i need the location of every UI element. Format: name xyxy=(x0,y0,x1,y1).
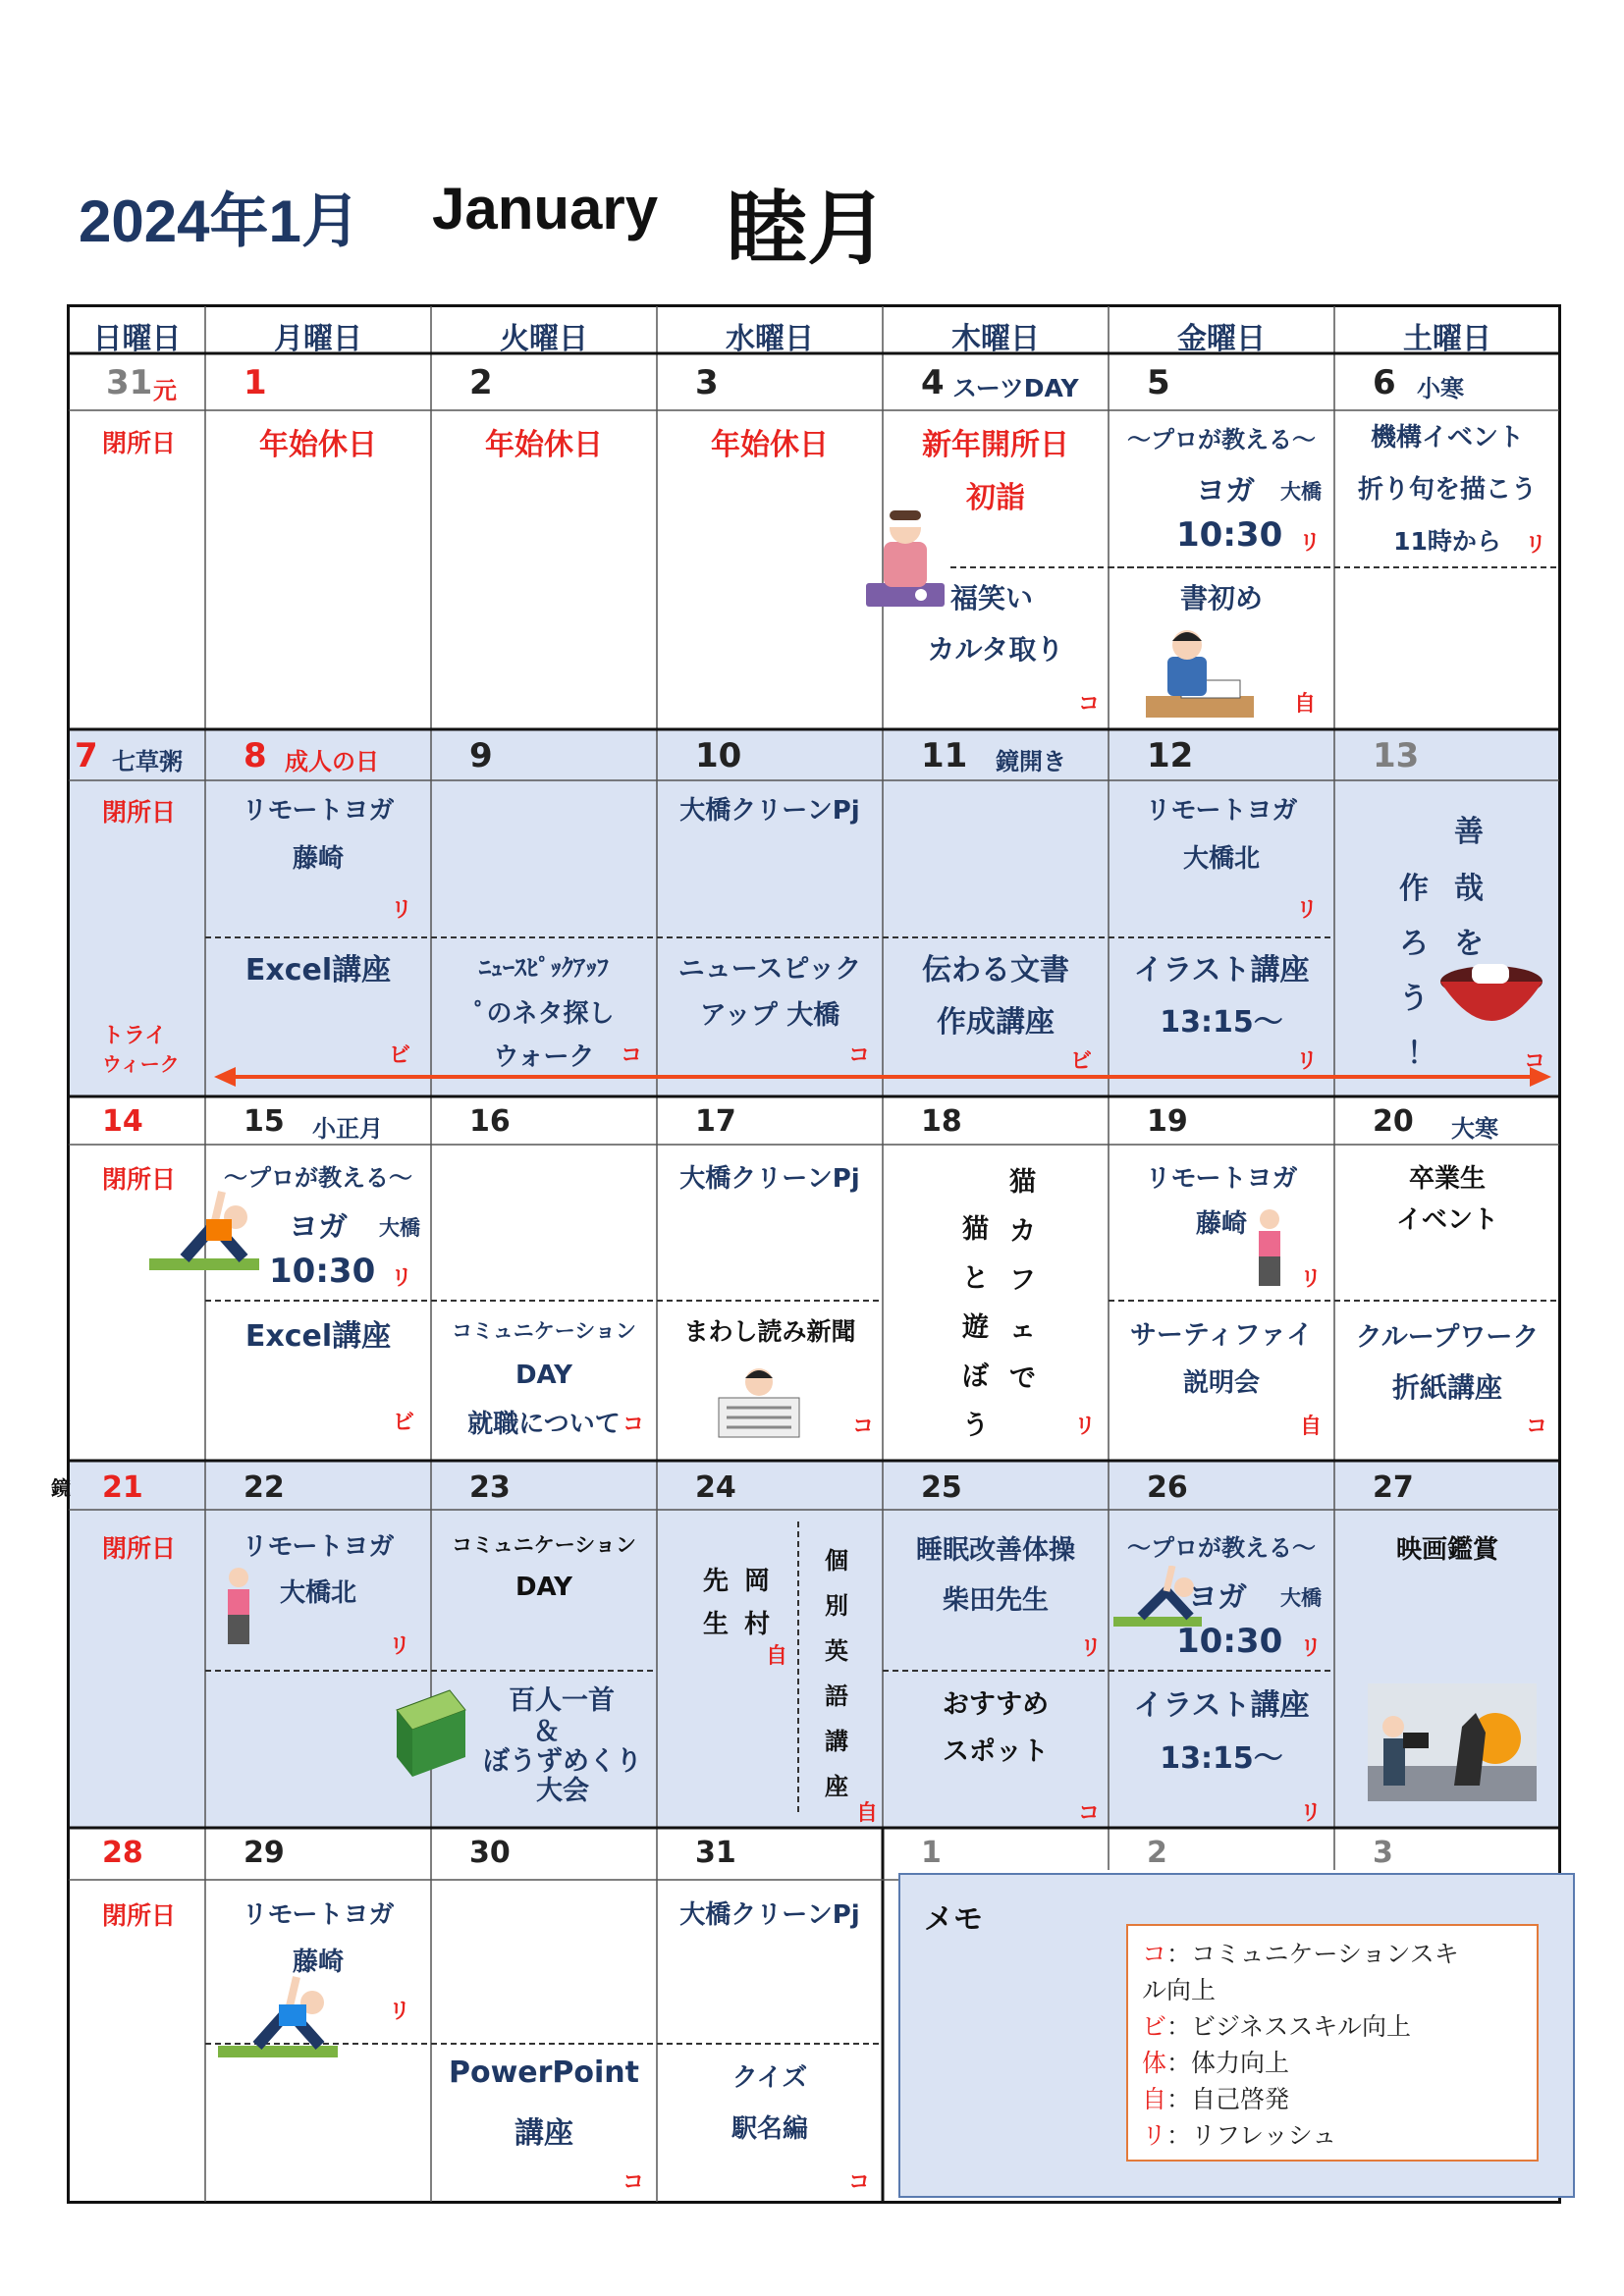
event-w3-mon-2b: 大橋 xyxy=(379,1216,420,1240)
cat-w5-mon: リ xyxy=(389,2000,411,2024)
event-w4-thu-1: 睡眠改善体操 xyxy=(916,1535,1075,1566)
event-w3-sun: 閉所日 xyxy=(102,1165,177,1194)
cat-w3-mon-2: ビ xyxy=(393,1411,415,1435)
yoga-stand-icon xyxy=(1245,1207,1294,1296)
calligraphy-boy-icon xyxy=(1142,623,1258,721)
event-w4-thu-3: おすすめ xyxy=(942,1689,1050,1720)
title-japanese-month: 睦月 xyxy=(727,183,889,276)
weekday-mon: 月曜日 xyxy=(274,322,362,356)
event-w1-sat-3: 11時から xyxy=(1393,527,1501,556)
event-w3-mon-2: ヨガ xyxy=(289,1210,348,1245)
event-w4-fri-4: イラスト講座 xyxy=(1133,1688,1310,1723)
event-w4-wed-col3-2: 英 xyxy=(825,1637,848,1665)
event-w4-tue-4: ＆ xyxy=(533,1717,560,1747)
event-w5-wed-1: 大橋クリーンPj xyxy=(679,1900,860,1930)
margin-mark: 鏡 xyxy=(51,1476,71,1500)
date-w3-wed: 17 xyxy=(695,1104,736,1139)
date-w3-tue: 16 xyxy=(469,1104,511,1139)
event-w5-tue-2: 講座 xyxy=(514,2116,573,2151)
event-w3-tue-3: 就職について xyxy=(467,1410,621,1439)
weekday-fri: 金曜日 xyxy=(1177,322,1266,356)
weekday-wed: 水曜日 xyxy=(726,322,814,356)
date-w3-sat: 20 xyxy=(1373,1104,1414,1139)
newspaper-reader-icon xyxy=(715,1364,803,1441)
cat-w2-mon-1: リ xyxy=(391,898,413,923)
event-w1-fri-2b: 大橋 xyxy=(1280,480,1322,504)
event-w5-mon-2: 藤崎 xyxy=(292,1948,344,1977)
event-w1-fri-4: 書初め xyxy=(1179,582,1263,614)
event-w4-tue-6: 大会 xyxy=(536,1776,589,1806)
event-w3-fri-4: 説明会 xyxy=(1182,1368,1260,1398)
event-w1-fri-3: 10:30 xyxy=(1176,515,1283,555)
date-w1-thu: 4 xyxy=(921,363,945,402)
date-w3-mon: 15 xyxy=(244,1104,285,1139)
weekday-sun: 日曜日 xyxy=(92,322,182,356)
event-w5-mon-1: リモートヨガ xyxy=(242,1900,395,1930)
event-w2-tue-1: ﾆｭｰｽﾋﾟｯｸｱｯﾌ xyxy=(479,954,609,982)
event-w1-thu-1: 新年開所日 xyxy=(922,428,1069,462)
event-w1-fri-2: ヨガ xyxy=(1196,474,1255,508)
cat-w4-wed-1: 自 xyxy=(766,1644,788,1669)
legend-row: リ：リフレッシュ xyxy=(1142,2121,1337,2150)
date-w2-wed: 10 xyxy=(695,736,742,775)
cat-w3-tue: コ xyxy=(623,1413,645,1437)
event-w2-wed-2: ニュースピック xyxy=(677,954,862,985)
date-w2-tue: 9 xyxy=(469,736,493,775)
cat-w2-fri-1: リ xyxy=(1296,898,1319,923)
cat-w1-thu: コ xyxy=(1078,692,1101,717)
cat-w5-tue: コ xyxy=(623,2170,645,2195)
event-w4-wed-col1-0: 先 xyxy=(703,1567,730,1596)
date-w2-thu: 11 xyxy=(921,736,968,775)
event-w5-wed-3: 駅名編 xyxy=(731,2114,808,2144)
date-w4-sat: 27 xyxy=(1373,1470,1414,1505)
cat-w4-fri-1: リ xyxy=(1300,1636,1323,1661)
note-w2-mon: 成人の日 xyxy=(285,748,379,775)
legend-row: ビ：ビジネススキル向上 xyxy=(1142,2012,1412,2041)
event-w4-wed-col3-5: 座 xyxy=(825,1773,848,1800)
event-w2-wed-1: 大橋クリーンPj xyxy=(679,796,860,826)
event-w3-sat-2: イベント xyxy=(1395,1205,1498,1235)
cat-w3-mon-1: リ xyxy=(391,1266,413,1291)
cat-w2-sat: コ xyxy=(1524,1049,1546,1074)
event-w2-fri-1: リモートヨガ xyxy=(1145,796,1298,826)
event-w2-mon-2: 藤崎 xyxy=(292,844,344,874)
event-w4-fri-5: 13:15～ xyxy=(1160,1741,1283,1776)
karuta-box-icon xyxy=(391,1671,469,1779)
event-w4-tue-2: DAY xyxy=(514,1573,573,1602)
event-w2-sat-col1-1: ろ xyxy=(1399,927,1429,961)
event-w1-fri-1: ～プロが教える～ xyxy=(1127,426,1316,454)
date-w3-sun: 14 xyxy=(102,1104,143,1139)
event-w2-sat-col2-1: 哉 xyxy=(1454,872,1484,906)
event-w3-thu-col1-3: ぼ xyxy=(962,1362,989,1392)
event-w5-sun: 閉所日 xyxy=(102,1901,177,1930)
cat-w3-sat: コ xyxy=(1526,1415,1548,1439)
event-w3-tue-2: DAY xyxy=(514,1361,573,1390)
event-w4-fri-2: ヨガ xyxy=(1188,1580,1247,1615)
event-w1-wed: 年始休日 xyxy=(711,428,829,462)
cat-w1-sat: リ xyxy=(1525,533,1547,558)
cat-w4-thu-1: リ xyxy=(1080,1636,1103,1661)
event-w4-wed-col2-1: 村 xyxy=(744,1610,771,1639)
date-w5-thu: 1 xyxy=(921,1836,942,1870)
yoga-pose-icon-3 xyxy=(214,1973,342,2061)
date-w2-sat: 13 xyxy=(1373,736,1420,775)
note-w1-thu: スーツDAY xyxy=(952,374,1079,402)
memo-box xyxy=(898,1873,1575,2198)
cat-w5-wed: コ xyxy=(848,2170,871,2195)
event-w2-fri-4: 13:15～ xyxy=(1160,1005,1283,1040)
event-w3-thu-col1-1: と xyxy=(962,1263,989,1294)
weekday-thu: 木曜日 xyxy=(951,322,1040,356)
date-w4-mon: 22 xyxy=(244,1470,285,1505)
event-w3-mon-3: 10:30 xyxy=(269,1252,376,1291)
week2-shade xyxy=(69,729,1559,1096)
event-w5-wed-2: クイズ xyxy=(731,2063,808,2093)
event-w3-tue-1: コミュニケーション xyxy=(452,1319,636,1343)
event-w4-mon-2: 大橋北 xyxy=(279,1578,356,1608)
date-w1-wed: 3 xyxy=(695,363,719,402)
date-w5-mon: 29 xyxy=(244,1836,285,1870)
event-w1-sat-1: 機構イベント xyxy=(1370,423,1524,453)
event-w3-wed-2: まわし読み新聞 xyxy=(683,1317,856,1346)
note-w3-mon: 小正月 xyxy=(312,1115,383,1143)
event-w3-fri-3: サーティファイ xyxy=(1129,1320,1314,1351)
event-w4-thu-2: 柴田先生 xyxy=(943,1585,1049,1616)
event-w4-wed-col1-1: 生 xyxy=(703,1610,730,1639)
cat-w2-wed: コ xyxy=(848,1043,871,1068)
cat-w3-wed: コ xyxy=(852,1415,875,1439)
cat-w3-fri-1: リ xyxy=(1300,1267,1323,1292)
event-w2-sun: 閉所日 xyxy=(102,798,177,827)
date-w2-mon: 8 xyxy=(244,736,267,775)
event-w2-sun-week: ウィーク xyxy=(102,1052,180,1076)
event-w2-tue-3: ウォーク xyxy=(493,1042,595,1072)
date-w2-sun: 7 xyxy=(75,736,98,775)
legend-row: 体：体力向上 xyxy=(1142,2049,1290,2077)
week4-shade xyxy=(69,1461,1559,1828)
legend-row: ル向上 xyxy=(1142,1976,1217,2004)
event-w4-sun: 閉所日 xyxy=(102,1534,177,1563)
event-w4-wed-col2-0: 岡 xyxy=(744,1567,771,1596)
cat-w3-fri-2: 自 xyxy=(1300,1415,1323,1439)
event-w3-fri-2: 藤崎 xyxy=(1195,1209,1247,1239)
event-w2-fri-3: イラスト講座 xyxy=(1133,953,1310,988)
event-w4-wed-col3-0: 個 xyxy=(825,1547,848,1575)
event-w3-fri-1: リモートヨガ xyxy=(1145,1164,1298,1194)
cat-w2-tue: コ xyxy=(621,1043,643,1068)
event-w4-mon-1: リモートヨガ xyxy=(242,1532,395,1562)
note-w2-thu: 鏡開き xyxy=(996,748,1066,775)
date-w3-fri: 19 xyxy=(1147,1104,1188,1139)
date-w5-sun: 28 xyxy=(102,1836,143,1870)
event-w3-thu-col1-0: 猫 xyxy=(962,1214,989,1245)
event-w3-thu-col1-4: う xyxy=(962,1411,989,1441)
note-w1-sat: 小寒 xyxy=(1417,375,1464,402)
event-w4-tue-5: ぼうずめくり xyxy=(483,1746,642,1777)
note-w2-sun: 七草粥 xyxy=(112,748,183,775)
event-w2-sat-col2-0: 善 xyxy=(1454,815,1484,849)
event-w1-tue: 年始休日 xyxy=(485,428,603,462)
date-w3-thu: 18 xyxy=(921,1104,962,1139)
event-w4-thu-4: スポット xyxy=(943,1736,1049,1767)
cat-w3-thu: リ xyxy=(1074,1415,1097,1439)
date-w5-tue: 30 xyxy=(469,1836,511,1870)
date-w5-fri: 2 xyxy=(1147,1836,1167,1870)
event-w1-sun: 閉所日 xyxy=(102,429,177,457)
event-w2-sat-col1-2: う xyxy=(1399,982,1429,1016)
date-w5-sat: 3 xyxy=(1373,1836,1393,1870)
event-w3-thu-col2-0: 猫 xyxy=(1009,1167,1036,1198)
event-w2-wed-3: アップ 大橋 xyxy=(699,1000,840,1031)
legend-row: コ：コミュニケーションスキ xyxy=(1142,1940,1459,1968)
date-w4-wed: 24 xyxy=(695,1470,736,1505)
event-w1-thu-4: カルタ取り xyxy=(927,633,1064,666)
event-w1-mon: 年始休日 xyxy=(259,428,377,462)
cat-w4-wed-2: 自 xyxy=(856,1801,879,1826)
event-w2-sat-col1-0: 作 xyxy=(1399,872,1429,906)
event-w3-mon-1: ～プロが教える～ xyxy=(224,1164,412,1192)
weekday-sat: 土曜日 xyxy=(1403,322,1491,356)
title-year-month: 2024年1月 xyxy=(79,188,360,254)
event-w3-mon-4: Excel講座 xyxy=(244,1319,392,1354)
title-english-month: January xyxy=(432,176,659,241)
event-w3-sat-3: クループワーク xyxy=(1355,1322,1540,1353)
event-w2-sat-col1-3: ！ xyxy=(1407,1037,1436,1071)
event-w5-tue-1: PowerPoint xyxy=(448,2056,640,2090)
event-w2-sun-try: トライ xyxy=(102,1024,167,1048)
event-w4-fri-3: 10:30 xyxy=(1176,1622,1283,1661)
event-w2-mon-1: リモートヨガ xyxy=(242,796,395,826)
date-w5-wed: 31 xyxy=(695,1836,736,1870)
event-w1-thu-3: 福笑い xyxy=(950,582,1034,614)
date-w4-fri: 26 xyxy=(1147,1470,1188,1505)
note-w3-sat: 大寒 xyxy=(1451,1115,1498,1143)
cat-w1-fri-1: リ xyxy=(1299,531,1322,556)
event-w2-mon-3: Excel講座 xyxy=(244,953,392,988)
weekday-tue: 火曜日 xyxy=(500,322,588,356)
event-w4-wed-col3-3: 語 xyxy=(825,1682,848,1710)
karuta-girl-icon xyxy=(860,507,950,611)
event-w3-thu-col1-2: 遊 xyxy=(962,1312,989,1343)
event-w3-thu-col2-4: で xyxy=(1009,1363,1036,1394)
date-w4-sun: 21 xyxy=(102,1470,143,1505)
date-w4-thu: 25 xyxy=(921,1470,962,1505)
event-w2-sat-col2-2: を xyxy=(1454,927,1484,961)
note-w1-sun: 元 xyxy=(153,377,177,404)
cat-w4-fri-2: リ xyxy=(1300,1801,1323,1826)
cat-w1-fri-2: 自 xyxy=(1294,692,1317,717)
event-w1-thu-2: 初詣 xyxy=(966,481,1025,515)
cat-w2-mon-2: ビ xyxy=(389,1043,411,1068)
legend-row: 自：自己啓発 xyxy=(1142,2085,1290,2113)
cat-w4-thu-2: コ xyxy=(1078,1801,1101,1826)
event-w3-wed-1: 大橋クリーンPj xyxy=(679,1164,860,1194)
event-w3-sat-4: 折紙講座 xyxy=(1391,1371,1502,1404)
event-w2-tue-2: ﾟのネタ探し xyxy=(473,999,615,1029)
date-w4-tue: 23 xyxy=(469,1470,511,1505)
event-w4-wed-col3-1: 別 xyxy=(825,1592,848,1620)
date-w1-sat: 6 xyxy=(1373,363,1396,402)
date-w2-fri: 12 xyxy=(1147,736,1194,775)
zenzai-bowl-icon xyxy=(1436,952,1546,1041)
event-w4-sat-1: 映画鑑賞 xyxy=(1395,1535,1498,1565)
yoga-pose-icon xyxy=(145,1188,263,1276)
event-w2-thu-2: 作成講座 xyxy=(937,1005,1055,1040)
event-w2-fri-2: 大橋北 xyxy=(1182,844,1260,874)
date-w1-fri: 5 xyxy=(1147,363,1170,402)
event-w4-fri-2b: 大橋 xyxy=(1280,1586,1322,1610)
event-w3-thu-col2-1: カ xyxy=(1009,1216,1036,1247)
event-w4-tue-3: 百人一首 xyxy=(509,1685,615,1716)
event-w3-sat-1: 卒業生 xyxy=(1408,1164,1486,1194)
date-w1-mon: 1 xyxy=(244,363,267,402)
event-w3-thu-col2-3: ェ xyxy=(1009,1314,1036,1345)
event-w4-wed-col3-4: 講 xyxy=(825,1728,848,1755)
cat-w2-thu: ビ xyxy=(1070,1049,1093,1074)
event-w4-fri-1: ～プロが教える～ xyxy=(1127,1534,1316,1562)
category-legend xyxy=(1126,1924,1539,2162)
event-w2-thu-1: 伝わる文書 xyxy=(922,953,1069,988)
event-w1-sat-2: 折り句を描こう xyxy=(1357,475,1537,505)
event-w3-thu-col2-2: フ xyxy=(1009,1265,1036,1296)
movie-monster-icon xyxy=(1368,1683,1537,1801)
event-w4-tue-1: コミュニケーション xyxy=(452,1533,636,1557)
memo-title: メモ xyxy=(924,1902,983,1937)
cat-w4-mon: リ xyxy=(389,1634,411,1659)
cat-w2-fri-2: リ xyxy=(1296,1049,1319,1074)
date-w1-tue: 2 xyxy=(469,363,493,402)
yoga-stand-icon-2 xyxy=(214,1566,263,1654)
date-w1-sun: 31 xyxy=(106,363,153,402)
